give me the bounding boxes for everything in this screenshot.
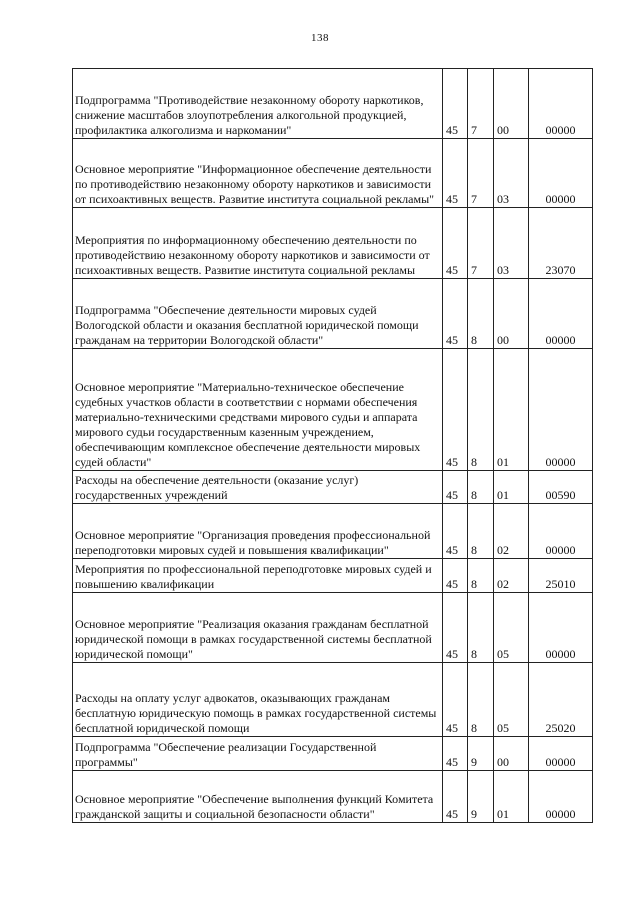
subsection-code-cell: 02 xyxy=(494,504,529,559)
table-row xyxy=(73,69,593,139)
row-name-cell: Основное мероприятие "Организация проведения профессиональной переподготовки мировых судей и повышения квалификации" xyxy=(73,504,443,559)
row-name-cell: Основное мероприятие "Материально-техническое обеспечение судебных участков области в соответствии с нормами обеспечения материально-техническими средствами мирового судьи и аппарата мирового судьи государственным казенным учреждением, обеспечивающим комплексное обеспечение деятельности мировых судей области" xyxy=(73,349,443,471)
expense-code-cell: 00590 xyxy=(529,471,593,504)
section-code-cell: 8 xyxy=(468,349,494,471)
table-row xyxy=(73,559,593,593)
expense-code-cell: 25020 xyxy=(529,663,593,737)
section-code-cell: 7 xyxy=(468,208,494,279)
subsection-code-cell: 05 xyxy=(494,593,529,663)
expense-code-cell: 23070 xyxy=(529,208,593,279)
expense-code-cell: 00000 xyxy=(529,504,593,559)
expense-code-cell: 00000 xyxy=(529,349,593,471)
table-row xyxy=(73,349,593,471)
ministry-code-cell: 45 xyxy=(443,139,468,208)
budget-classification-table xyxy=(72,68,593,823)
table-row xyxy=(73,208,593,279)
expense-code-cell: 00000 xyxy=(529,69,593,139)
ministry-code-cell: 45 xyxy=(443,471,468,504)
ministry-code-cell: 45 xyxy=(443,663,468,737)
expense-code-cell: 00000 xyxy=(529,737,593,771)
subsection-code-cell: 02 xyxy=(494,559,529,593)
section-code-cell: 9 xyxy=(468,737,494,771)
table-row xyxy=(73,593,593,663)
subsection-code-cell: 01 xyxy=(494,349,529,471)
ministry-code-cell: 45 xyxy=(443,349,468,471)
ministry-code-cell: 45 xyxy=(443,593,468,663)
row-name-cell: Расходы на оплату услуг адвокатов, оказывающих гражданам бесплатную юридическую помощь в рамках государственной системы бесплатной юридической помощи xyxy=(73,663,443,737)
section-code-cell: 9 xyxy=(468,771,494,823)
expense-code-cell: 25010 xyxy=(529,559,593,593)
subsection-code-cell: 05 xyxy=(494,663,529,737)
section-code-cell: 7 xyxy=(468,69,494,139)
row-name-cell: Основное мероприятие "Реализация оказания гражданам бесплатной юридической помощи в рамках государственной системы бесплатной юридической помощи" xyxy=(73,593,443,663)
subsection-code-cell: 01 xyxy=(494,771,529,823)
section-code-cell: 7 xyxy=(468,139,494,208)
table-row xyxy=(73,737,593,771)
table-row xyxy=(73,279,593,349)
section-code-cell: 8 xyxy=(468,593,494,663)
row-name-cell: Мероприятия по профессиональной переподготовке мировых судей и повышению квалификации xyxy=(73,559,443,593)
row-name-cell: Расходы на обеспечение деятельности (оказание услуг) государственных учреждений xyxy=(73,471,443,504)
row-name-cell: Подпрограмма "Обеспечение реализации Государственной программы" xyxy=(73,737,443,771)
ministry-code-cell: 45 xyxy=(443,737,468,771)
ministry-code-cell: 45 xyxy=(443,279,468,349)
subsection-code-cell: 00 xyxy=(494,737,529,771)
section-code-cell: 8 xyxy=(468,663,494,737)
subsection-code-cell: 03 xyxy=(494,208,529,279)
table-body xyxy=(73,69,593,823)
section-code-cell: 8 xyxy=(468,504,494,559)
ministry-code-cell: 45 xyxy=(443,208,468,279)
subsection-code-cell: 00 xyxy=(494,69,529,139)
table-row xyxy=(73,471,593,504)
row-name-cell: Подпрограмма "Обеспечение деятельности мировых судей Вологодской области и оказания бесплатной юридической помощи гражданам на территории Вологодской области" xyxy=(73,279,443,349)
row-name-cell: Мероприятия по информационному обеспечению деятельности по противодействию незаконному обороту наркотиков и зависимости от психоактивных веществ. Развитие института социальной рекламы xyxy=(73,208,443,279)
section-code-cell: 8 xyxy=(468,279,494,349)
row-name-cell: Основное мероприятие "Обеспечение выполнения функций Комитета гражданской защиты и социальной безопасности области" xyxy=(73,771,443,823)
table-row xyxy=(73,139,593,208)
subsection-code-cell: 03 xyxy=(494,139,529,208)
ministry-code-cell: 45 xyxy=(443,504,468,559)
subsection-code-cell: 00 xyxy=(494,279,529,349)
table-row xyxy=(73,663,593,737)
ministry-code-cell: 45 xyxy=(443,559,468,593)
ministry-code-cell: 45 xyxy=(443,69,468,139)
ministry-code-cell: 45 xyxy=(443,771,468,823)
expense-code-cell: 00000 xyxy=(529,139,593,208)
subsection-code-cell: 01 xyxy=(494,471,529,504)
section-code-cell: 8 xyxy=(468,559,494,593)
table-row xyxy=(73,771,593,823)
expense-code-cell: 00000 xyxy=(529,771,593,823)
expense-code-cell: 00000 xyxy=(529,279,593,349)
expense-code-cell: 00000 xyxy=(529,593,593,663)
row-name-cell: Подпрограмма "Противодействие незаконному обороту наркотиков, снижение масштабов злоупотребления алкогольной продукцией, профилактика алкоголизма и наркомании" xyxy=(73,69,443,139)
table-row xyxy=(73,504,593,559)
section-code-cell: 8 xyxy=(468,471,494,504)
page-number: 138 xyxy=(311,32,329,44)
row-name-cell: Основное мероприятие "Информационное обеспечение деятельности по противодействию незаконному обороту наркотиков и зависимости от психоактивных веществ. Развитие института социальной рекламы" xyxy=(73,139,443,208)
